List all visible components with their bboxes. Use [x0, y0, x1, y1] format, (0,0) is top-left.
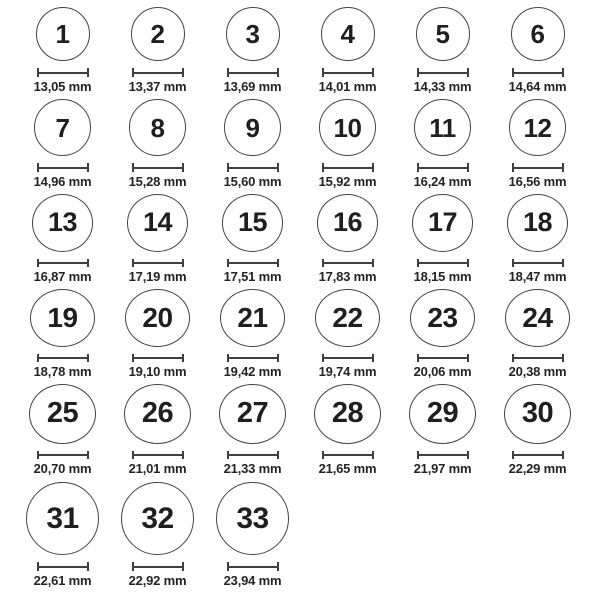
ring-circle	[224, 99, 281, 156]
diameter-ruler	[417, 68, 469, 77]
diameter-ruler	[37, 354, 89, 362]
ring-circle	[507, 194, 568, 252]
ring-size-item	[395, 384, 490, 481]
ring-size-number: 23	[427, 302, 458, 333]
diameter-label: 17,51 mm	[223, 269, 282, 284]
ring-circle	[504, 384, 571, 444]
ring-size-item	[490, 289, 585, 384]
ring-size-number: 25	[46, 397, 79, 430]
ring-circle	[319, 99, 376, 156]
diameter-label: 18,78 mm	[33, 364, 92, 379]
ring-size-item	[15, 481, 110, 593]
diameter-label: 15,60 mm	[223, 174, 282, 189]
ring-circle	[26, 482, 99, 555]
ring-circle	[509, 99, 566, 156]
ring-circle	[32, 194, 93, 252]
diameter-label: 18,15 mm	[413, 269, 472, 284]
diameter-ruler	[322, 451, 374, 459]
diameter-ruler	[37, 259, 89, 267]
diameter-label: 13,37 mm	[128, 79, 187, 94]
ring-circle	[314, 384, 381, 444]
diameter-label: 14,01 mm	[318, 79, 377, 94]
ring-circle	[321, 7, 375, 61]
diameter-ruler	[322, 163, 374, 172]
diameter-ruler	[417, 451, 469, 459]
diameter-label: 14,33 mm	[413, 79, 472, 94]
diameter-ruler	[227, 259, 279, 267]
ring-size-item	[205, 194, 300, 289]
ring-size-item	[15, 99, 110, 194]
diameter-label: 15,28 mm	[128, 174, 187, 189]
diameter-label: 22,29 mm	[508, 461, 567, 476]
ring-size-number: 26	[141, 397, 174, 430]
diameter-ruler	[322, 259, 374, 267]
ring-circle	[129, 99, 186, 156]
diameter-label: 14,96 mm	[33, 174, 92, 189]
ring-circle	[317, 194, 378, 252]
ring-size-item	[110, 481, 205, 593]
diameter-ruler	[417, 163, 469, 172]
ring-size-item	[110, 289, 205, 384]
diameter-label: 15,92 mm	[318, 174, 377, 189]
ring-size-item	[395, 4, 490, 99]
ring-size-item	[205, 481, 300, 593]
diameter-ruler	[227, 68, 279, 77]
diameter-ruler	[512, 451, 564, 459]
ring-size-item	[395, 194, 490, 289]
ring-size-item	[205, 289, 300, 384]
ring-size-item	[395, 289, 490, 384]
ring-circle	[511, 7, 565, 61]
ring-circle	[121, 482, 194, 555]
ring-size-number: 8	[150, 112, 165, 143]
ring-size-item	[300, 384, 395, 481]
diameter-ruler	[227, 562, 279, 571]
ring-circle	[220, 289, 285, 347]
ring-size-item	[300, 4, 395, 99]
ring-size-item	[300, 194, 395, 289]
ring-size-number: 31	[46, 501, 79, 535]
diameter-ruler	[512, 163, 564, 172]
ring-size-number: 28	[331, 397, 364, 430]
diameter-label: 18,47 mm	[508, 269, 567, 284]
ring-circle	[29, 384, 96, 444]
ring-circle	[226, 7, 280, 61]
diameter-label: 16,87 mm	[33, 269, 92, 284]
diameter-label: 20,70 mm	[33, 461, 92, 476]
ring-size-item	[110, 194, 205, 289]
ring-size-item	[110, 99, 205, 194]
diameter-label: 21,65 mm	[318, 461, 377, 476]
ring-circle	[219, 384, 286, 444]
ring-size-number: 1	[55, 19, 70, 49]
diameter-ruler	[512, 259, 564, 267]
diameter-label: 20,06 mm	[413, 364, 472, 379]
diameter-ruler	[37, 68, 89, 77]
ring-circle	[36, 7, 90, 61]
ring-size-number: 16	[332, 207, 363, 238]
diameter-label: 20,38 mm	[508, 364, 567, 379]
ring-size-item	[15, 4, 110, 99]
ring-circle	[409, 384, 476, 444]
ring-size-item	[490, 4, 585, 99]
ring-size-item	[490, 384, 585, 481]
ring-size-item	[205, 99, 300, 194]
diameter-ruler	[132, 68, 184, 77]
ring-size-number: 11	[429, 112, 456, 143]
ring-size-number: 33	[236, 501, 269, 535]
ring-size-item	[15, 289, 110, 384]
diameter-label: 23,94 mm	[223, 573, 282, 588]
ring-size-number: 21	[237, 302, 268, 333]
ring-size-item	[490, 194, 585, 289]
ring-size-item	[110, 4, 205, 99]
ring-size-number: 15	[237, 207, 268, 238]
ring-size-number: 14	[142, 207, 173, 238]
ring-size-number: 18	[522, 207, 553, 238]
ring-size-item	[205, 384, 300, 481]
ring-circle	[124, 384, 191, 444]
diameter-label: 16,56 mm	[508, 174, 567, 189]
ring-circle	[125, 289, 190, 347]
ring-size-number: 24	[522, 302, 553, 333]
ring-size-item	[300, 289, 395, 384]
ring-size-number: 12	[523, 112, 552, 143]
diameter-label: 13,05 mm	[33, 79, 92, 94]
ring-size-number: 10	[333, 112, 362, 143]
diameter-ruler	[512, 68, 564, 77]
ring-circle	[131, 7, 185, 61]
ring-size-number: 32	[141, 501, 174, 535]
ring-size-number: 20	[142, 302, 173, 333]
diameter-label: 17,19 mm	[128, 269, 187, 284]
diameter-label: 19,74 mm	[318, 364, 377, 379]
ring-circle	[34, 99, 91, 156]
ring-size-item	[110, 384, 205, 481]
diameter-ruler	[417, 259, 469, 267]
ring-circle	[216, 482, 289, 555]
diameter-label: 21,33 mm	[223, 461, 282, 476]
ring-circle	[505, 289, 570, 347]
diameter-ruler	[37, 163, 89, 172]
diameter-ruler	[132, 163, 184, 172]
ring-size-number: 13	[47, 207, 78, 238]
ring-size-item	[300, 99, 395, 194]
diameter-ruler	[227, 354, 279, 362]
ring-circle	[127, 194, 188, 252]
ring-size-item	[15, 194, 110, 289]
ring-circle	[414, 99, 471, 156]
diameter-ruler	[132, 354, 184, 362]
ring-size-number: 9	[245, 112, 260, 143]
diameter-ruler	[37, 562, 89, 571]
diameter-label: 16,24 mm	[413, 174, 472, 189]
diameter-ruler	[322, 354, 374, 362]
diameter-label: 22,92 mm	[128, 573, 187, 588]
diameter-ruler	[132, 562, 184, 571]
ring-size-number: 17	[427, 207, 458, 238]
diameter-label: 22,61 mm	[33, 573, 92, 588]
diameter-ruler	[37, 451, 89, 459]
ring-circle	[222, 194, 283, 252]
diameter-ruler	[512, 354, 564, 362]
diameter-label: 19,10 mm	[128, 364, 187, 379]
diameter-ruler	[132, 259, 184, 267]
diameter-ruler	[322, 68, 374, 77]
ring-size-item	[205, 4, 300, 99]
diameter-label: 17,83 mm	[318, 269, 377, 284]
ring-size-item	[395, 99, 490, 194]
ring-size-item	[490, 99, 585, 194]
diameter-label: 21,01 mm	[128, 461, 187, 476]
diameter-label: 14,64 mm	[508, 79, 567, 94]
ring-size-number: 6	[530, 19, 545, 49]
ring-size-number: 2	[150, 19, 165, 49]
diameter-label: 21,97 mm	[413, 461, 472, 476]
ring-size-number: 22	[332, 302, 363, 333]
ring-circle	[410, 289, 475, 347]
ring-size-number: 4	[340, 19, 355, 49]
ring-size-number: 27	[236, 397, 269, 430]
ring-circle	[30, 289, 95, 347]
diameter-ruler	[417, 354, 469, 362]
ring-size-number: 29	[426, 397, 459, 430]
ring-size-number: 3	[245, 19, 260, 49]
ring-size-item	[15, 384, 110, 481]
diameter-label: 19,42 mm	[223, 364, 282, 379]
diameter-ruler	[227, 451, 279, 459]
ring-size-number: 5	[435, 19, 450, 49]
ring-size-number: 19	[47, 302, 78, 333]
ring-size-number: 7	[55, 112, 70, 143]
ring-circle	[412, 194, 473, 252]
diameter-ruler	[227, 163, 279, 172]
ring-size-number: 30	[521, 397, 554, 430]
ring-circle	[315, 289, 380, 347]
diameter-label: 13,69 mm	[223, 79, 282, 94]
diameter-ruler	[132, 451, 184, 459]
ring-circle	[416, 7, 470, 61]
